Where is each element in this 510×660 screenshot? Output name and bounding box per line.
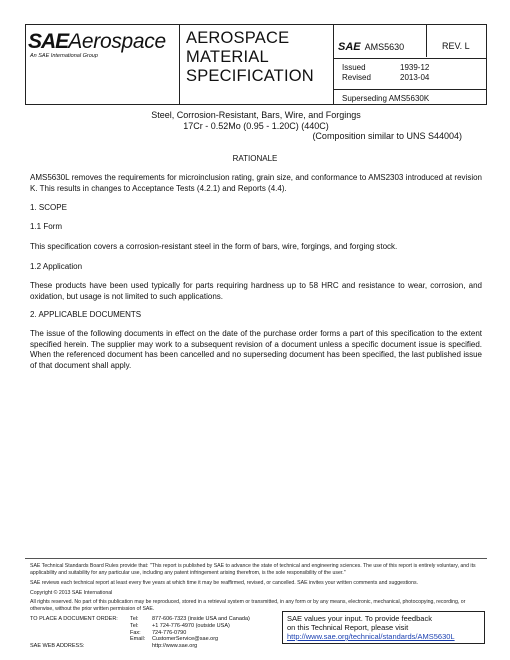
review-notice: SAE reviews each technical report at least every five years at which time it may be reaffirmed, revised, or cancelled. SAE invites your written comments and suggestions. bbox=[30, 580, 418, 586]
revision-label: REV. L bbox=[442, 41, 470, 51]
issued-label: Issued bbox=[342, 63, 366, 72]
title-line-2: 17Cr - 0.52Mo (0.95 - 1.20C) (440C) bbox=[183, 120, 329, 131]
issued-value: 1939-12 bbox=[400, 63, 430, 72]
document-title bbox=[25, 110, 487, 142]
applicable-documents-paragraph: The issue of the following documents in effect on the date of the purchase order forms a part of this specification to the extent specified herein. The supplier may work to a subsequent revision of a document unless a specific document issue is specified. When the referenced document has been cancelled and no superseding document has been specified, the last published issue of that document shall apply. bbox=[30, 329, 482, 370]
footer-divider bbox=[25, 558, 487, 559]
order-contact-table bbox=[30, 616, 254, 650]
fax-value: 724-776-0790 bbox=[152, 629, 187, 636]
order-label: TO PLACE A DOCUMENT ORDER: bbox=[30, 616, 118, 622]
tel-label: Tel: bbox=[130, 616, 139, 622]
header-divider bbox=[333, 25, 334, 104]
logo-bold-text: SAE bbox=[28, 30, 69, 53]
web-value[interactable]: http://www.sae.org bbox=[152, 643, 198, 650]
rationale-paragraph: AMS5630L removes the requirements for microinclusion rating, grain size, and conformance to AMS2303 introduced at revision K. This results in changes to Acceptance Tests (4.2.1) and Reports (4.4). bbox=[30, 173, 482, 193]
logo-italic-text: Aerospace bbox=[68, 30, 166, 53]
header-divider bbox=[426, 25, 427, 57]
sae-mini-logo: SAE bbox=[338, 41, 361, 53]
superseding-note: Superseding AMS5630K bbox=[342, 94, 430, 103]
title-line-3: (Composition similar to UNS S44004) bbox=[312, 131, 462, 141]
email-value[interactable]: CustomerService@sae.org bbox=[152, 636, 219, 643]
issue-dates bbox=[342, 63, 429, 83]
copyright-notice: Copyright © 2013 SAE International bbox=[30, 590, 113, 596]
title-line: MATERIAL bbox=[186, 48, 269, 66]
application-heading: 1.2 Application bbox=[30, 262, 83, 271]
document-id bbox=[338, 41, 404, 53]
feedback-link[interactable]: http://www.sae.org/technical/standards/AMS5630L bbox=[287, 632, 455, 641]
revised-value: 2013-04 bbox=[400, 73, 430, 82]
rights-notice: All rights reserved. No part of this publication may be reproduced, stored in a retrieval system or transmitted, in any form or by any means, electronic, mechanical, photocopying, recording, or otherwise, without the prior written permission of SAE. bbox=[30, 599, 466, 612]
feedback-line-2: on this Technical Report, please visit bbox=[287, 623, 409, 632]
form-paragraph: This specification covers a corrosion-resistant steel in the form of bars, wire, forgings, and forging stock. bbox=[30, 242, 398, 251]
logo-subtitle: An SAE International Group bbox=[30, 53, 98, 59]
form-heading: 1.1 Form bbox=[30, 222, 63, 231]
board-rules-notice: SAE Technical Standards Board Rules provide that: "This report is published by SAE to advance the state of technical and engineering sciences. The use of this report is entirely voluntary, and its applicability and suitability for any particular use, including any patent infringement arising therefrom, is the sole responsibility of the user." bbox=[30, 563, 476, 576]
header-divider bbox=[333, 89, 486, 90]
title-line: SPECIFICATION bbox=[186, 67, 314, 85]
web-label: SAE WEB ADDRESS: bbox=[30, 643, 85, 650]
sae-aerospace-logo bbox=[28, 31, 178, 59]
tel-value: 877-606-7323 (inside USA and Canada) bbox=[152, 616, 250, 622]
scope-heading: 1. SCOPE bbox=[30, 203, 67, 212]
spec-type-title bbox=[186, 29, 314, 86]
email-label: Email: bbox=[130, 636, 146, 643]
header-divider bbox=[179, 25, 180, 104]
applicable-documents-heading: 2. APPLICABLE DOCUMENTS bbox=[30, 310, 142, 319]
title-line: AEROSPACE bbox=[186, 29, 290, 47]
tel2-value: +1 724-776-4970 (outside USA) bbox=[152, 622, 230, 629]
revised-label: Revised bbox=[342, 73, 371, 82]
rationale-heading: RATIONALE bbox=[232, 154, 278, 163]
document-header bbox=[25, 24, 487, 105]
title-line-1: Steel, Corrosion-Resistant, Bars, Wire, and Forgings bbox=[151, 110, 361, 120]
feedback-box bbox=[282, 611, 485, 644]
header-divider bbox=[333, 58, 486, 59]
doc-number: AMS5630 bbox=[364, 42, 405, 52]
application-paragraph: These products have been used typically for parts requiring hardness up to 58 HRC and resistance to wear, corrosion, and oxidation, but usage is not limited to such applications. bbox=[30, 281, 482, 301]
tel2-label: Tel: bbox=[130, 622, 139, 629]
fax-label: Fax: bbox=[130, 629, 141, 636]
feedback-line-1: SAE values your input. To provide feedback bbox=[287, 614, 432, 623]
